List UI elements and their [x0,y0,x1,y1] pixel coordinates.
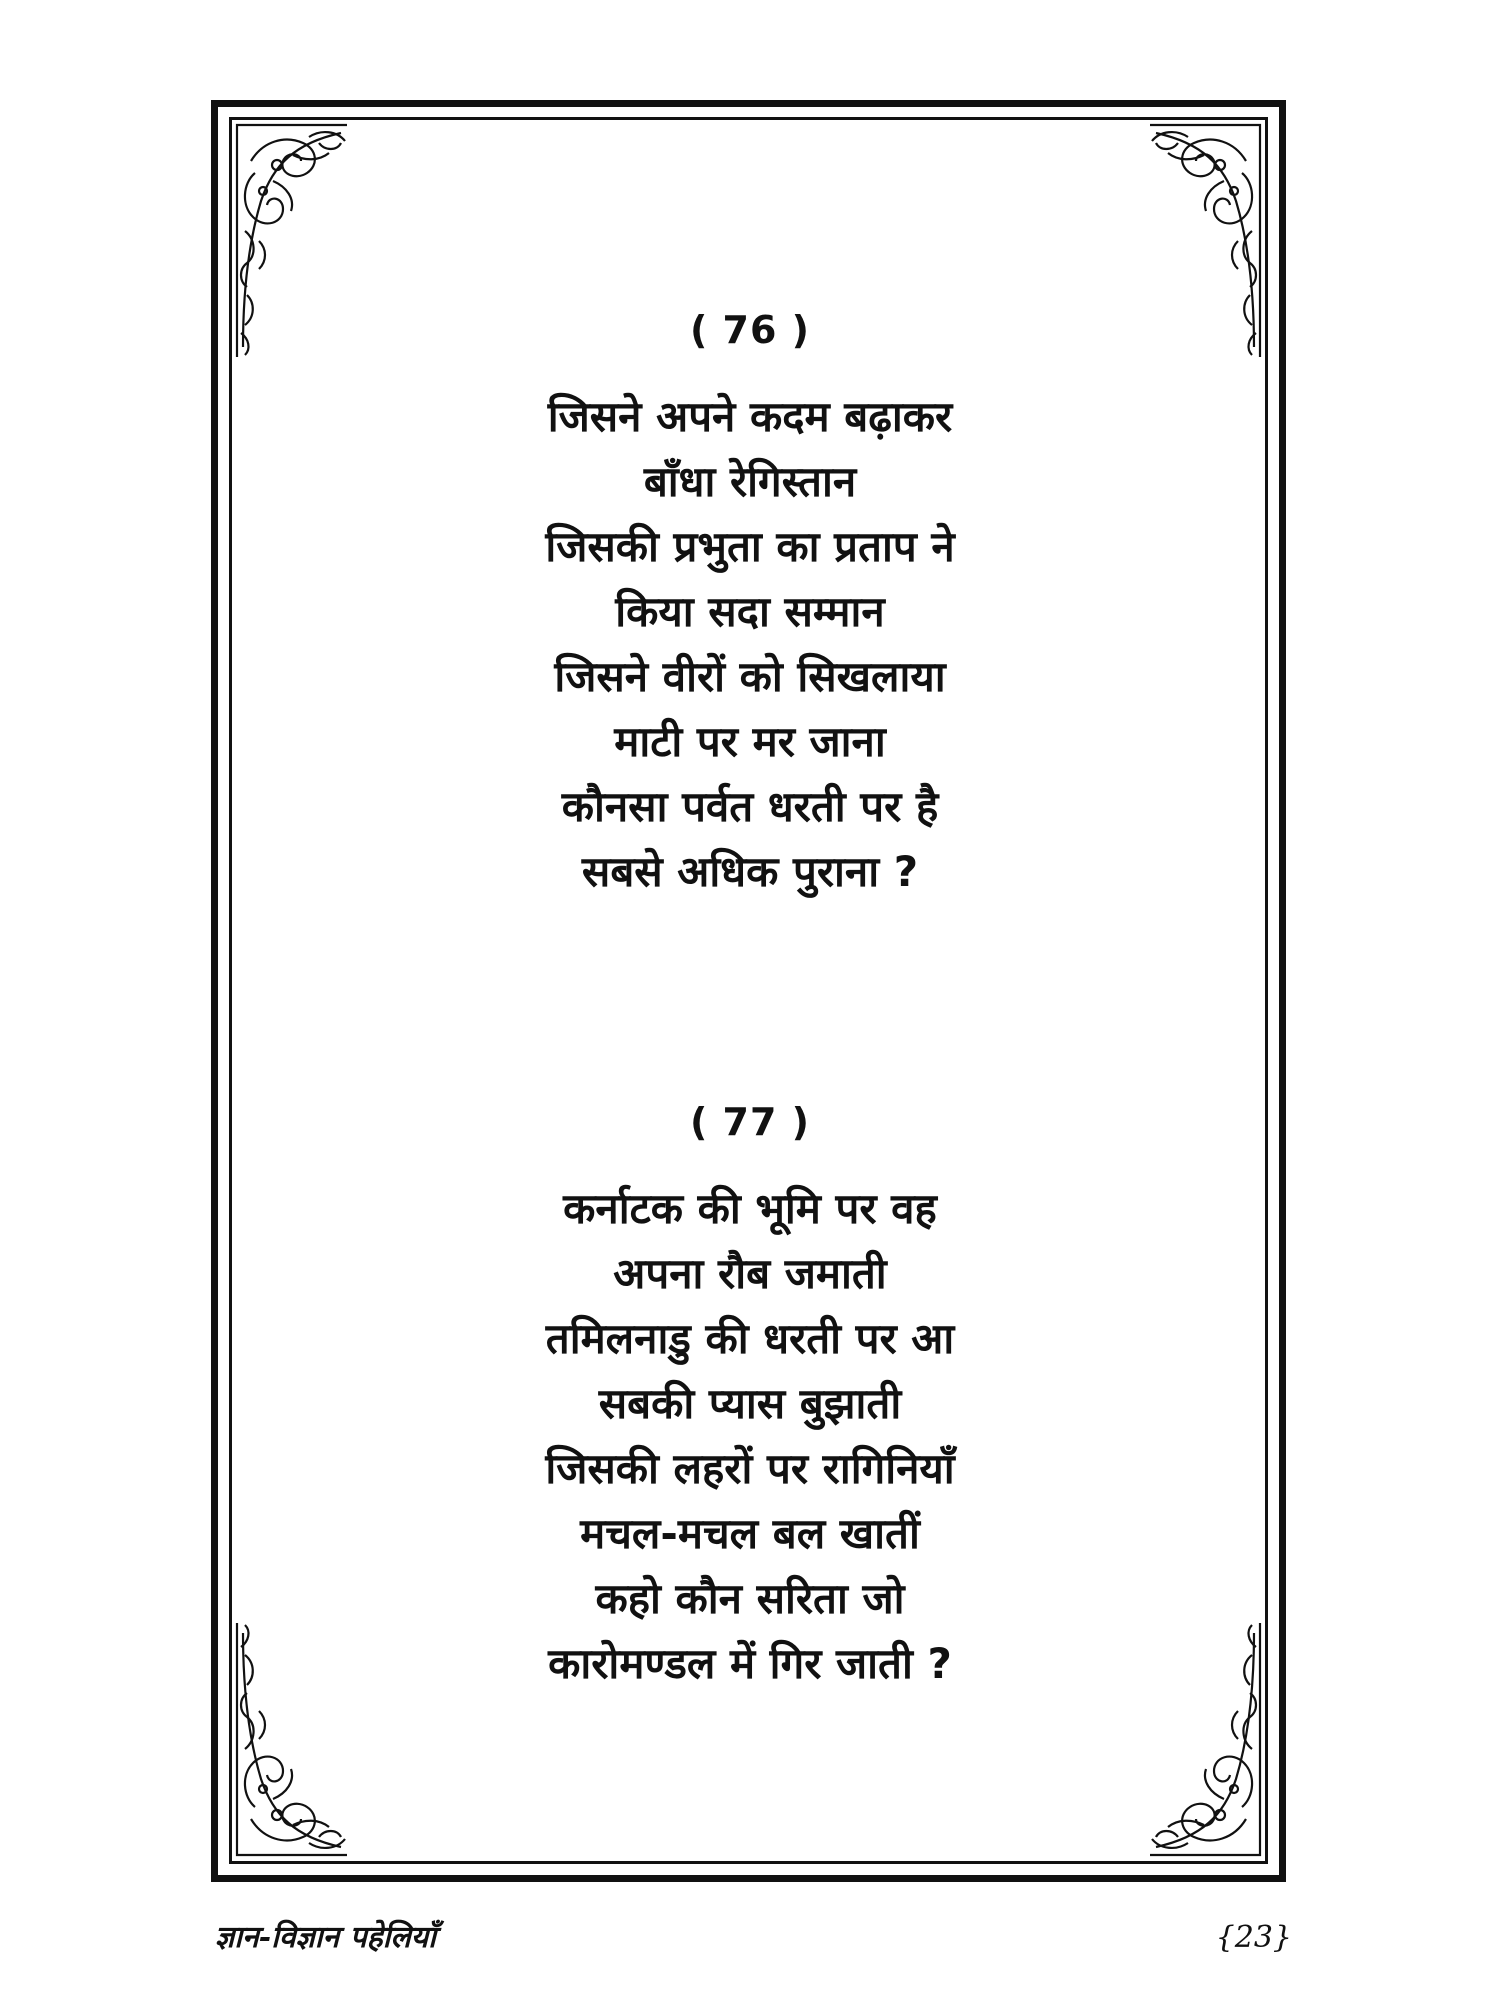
verse-line: कौनसा पर्वत धरती पर है [561,782,939,831]
verse-line: माटी पर मर जाना [614,717,886,766]
verse-line: कर्नाटक की भूमि पर वह [563,1184,937,1233]
riddle-77 [300,1092,1200,1696]
riddle-number: ( 76 ) [689,308,811,352]
verse-line: जिसने अपने कदम बढ़ाकर [547,392,953,441]
verse-line: अपना रौब जमाती [613,1249,887,1298]
verse-line: तमिलनाडु की धरती पर आ [545,1314,955,1363]
verse-line: किया सदा सम्मान [615,587,885,636]
verse-line: जिसने वीरों को सिखलाया [554,652,946,701]
verse-line: बाँधा रेगिस्तान [643,457,857,506]
footer-book-title: ज्ञान-विज्ञान पहेलियाँ [215,1920,436,1955]
riddle-number: ( 77 ) [689,1100,811,1144]
footer-page-number: {23} [1215,1920,1292,1955]
verse-line: मचल-मचल बल खातीं [580,1509,920,1558]
verse-line: सबसे अधिक पुराना ? [581,847,919,896]
riddle-verse [300,384,1200,904]
riddle-76 [300,300,1200,904]
verse-line: जिसकी लहरों पर रागिनियाँ [545,1444,955,1493]
verse-line: जिसकी प्रभुता का प्रताप ने [545,522,955,571]
riddle-verse [300,1176,1200,1696]
verse-line: कहो कौन सरिता जो [595,1574,905,1623]
verse-line: कारोमण्डल में गिर जाती ? [548,1639,952,1688]
verse-line: सबकी प्यास बुझाती [598,1379,902,1428]
